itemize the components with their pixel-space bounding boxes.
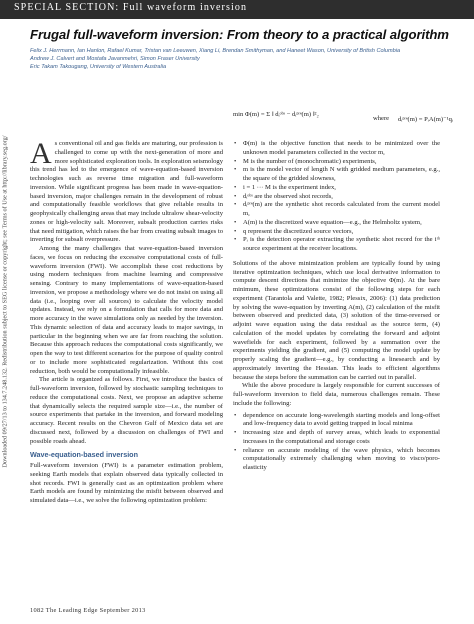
body-paragraph: Among the many challenges that wave-equation-based inversion faces, we focus on reducing the excessive computational costs of full-waveform inversion (FWI). We accomplish these cost reductions by using modern techniques from machine learning and compressive sensing. Contrary to many implementations of wave-equation-based inversion, we propose a methodology where we do not insist on using all data (i.e., looping over all sources) to calculate the velocity model updates. Instead, we rely on a formulation that calls for more data and more accuracy in the wave simulations only as needed by the inversion. This dynamic selection of data and accuracy leads to major savings, in particular in the beginning when we are far from reaching the solution. Because this approach reduces the computational costs significantly, we open the way to test different scenarios for the purpose of quality control or to include more sophisticated regularization. Without this cost reduction, both would be computationally infeasible. bbox=[30, 245, 223, 375]
section-banner bbox=[0, 0, 474, 19]
definition-item: • i = 1 ··· M is the experiment index, bbox=[233, 184, 440, 193]
definition-item: • dᵢᵖʳᵉ(m) are the synthetic shot records calculated from the current model m, bbox=[233, 201, 440, 219]
intro-text: s conventional oil and gas fields are maturing, our profession is challenged to come up with the next-generation of more and more sophisticated exploration tools. In exploration seismology this trend has led to the emergence of wave-equation-based inversion technologies such as reverse time migration and full-waveform inversion. While significant progress has been made in wave-equation-based inversion, major challenges remain in the development of robust and computationally feasible workflows that give reliable results in geophysically challenging areas that may include ultralow shear-velocity zones or high-velocity salt. Moreover, subsalt production carries risks that need mitigation, which raises the bar from creating subsalt images to inverting for subsalt overpressure. bbox=[30, 140, 223, 244]
section-banner-label: SPECIAL SECTION: Full waveform inversion bbox=[14, 2, 248, 13]
download-notice: Downloaded 09/27/13 to 134.7.248.132. Redistribution subject to SEG license or copyright; see Terms of Use at http://library.seg.org/ bbox=[1, 135, 9, 468]
intro-paragraph bbox=[30, 137, 223, 245]
definition-item: • q represent the discretized source vectors, bbox=[233, 228, 440, 237]
author-line: Andrew J. Calvert and Mostafa Javanmehri, Simon Fraser University bbox=[30, 55, 200, 62]
objective-equation bbox=[233, 111, 463, 123]
definition-item: • m is the model vector of length N with gridded medium parameters, e.g., the square of the gridded slowness, bbox=[233, 166, 440, 184]
body-paragraph: While the above procedure is largely responsible for current successes of full-waveform inversion to field data, numerous challenges remain. These include the following: bbox=[233, 382, 440, 407]
definition-item: • dᵢᵒᵇˢ are the observed shot records, bbox=[233, 193, 440, 202]
body-paragraph: Solutions of the above minimization problem are typically found by using iterative optimization techniques, which use local derivative information to compute descent directions that minimize the objective Φ(m). At the bare minimum, these optimizations consist of the following steps for each experiment (Tarantola and Valette, 1982; Plessix, 2006): (1) data prediction by solving the wave-equation by inverting A(m), (2) calculation of the misfit between observed and predicted data, (3) solution of the time-reversed or adjoint wave equation using the data residual as the source term, (4) calculation of the model updates by correlating the forward and adjoint wavefields for each experiment, followed by a summation over the experiments yielding the gradient, and (5) computing the model update by properly scaling the gradient—e.g., by conducting a linesearch and by approximately inverting the Hessian. This leads to efficient algorithms because the steps before the summation can be carried out in parallel. bbox=[233, 259, 440, 381]
definition-item: • Φ(m) is the objective function that needs to be minimized over the unknown model parameters collected in the vector m, bbox=[233, 140, 440, 158]
definition-item: • M is the number of (monochromatic) experiments, bbox=[233, 158, 440, 167]
right-column bbox=[233, 140, 440, 473]
definition-list bbox=[233, 140, 440, 254]
author-line: Eric Takam Takougang, University of Western Australia bbox=[30, 63, 167, 70]
challenge-list bbox=[233, 412, 440, 473]
page-footer: 1082 The Leading Edge September 2013 bbox=[30, 607, 146, 614]
equation-rhs: dᵢᵖʳᵉ(m) = PᵢA(m)⁻¹qᵢ bbox=[398, 116, 453, 123]
article-title: Frugal full-waveform inversion: From theory to a practical algorithm bbox=[30, 27, 449, 42]
definition-item: • Pᵢ is the detection operator extracting the synthetic shot record for the iᵗʰ source experiment at the receiver locations. bbox=[233, 236, 440, 254]
left-column bbox=[30, 137, 223, 506]
equation-lhs: min Φ(m) = Σ ‖ dᵢᵒᵇˢ − dᵢᵖʳᵉ(m) ‖²₂ bbox=[233, 111, 319, 118]
challenge-item: • dependence on accurate long-wavelength starting models and long-offset and low-frequency data to avoid getting trapped in local minima bbox=[233, 412, 440, 430]
challenge-item: • increasing size and depth of survey areas, which leads to exponential increases in the computational and storage costs bbox=[233, 429, 440, 447]
body-paragraph: Full-waveform inversion (FWI) is a parameter estimation problem, seeking Earth models that explain observed data typically collected in shot records. FWI is generally cast as an optimization problem where Earth models are found by minimizing the misfit between observed and simulated data—i.e., we solve the following optimization problem: bbox=[30, 462, 223, 504]
definition-item: • A(m) is the discretized wave equation—e.g., the Helmholtz system, bbox=[233, 219, 440, 228]
challenge-item: • reliance on accurate modeling of the wave physics, which becomes computationally extremely challenging when moving to visco/poro-elasticity bbox=[233, 447, 440, 473]
author-line: Felix J. Herrmann, Ian Hanlon, Rafael Kumar, Tristan van Leeuwen, Xiang Li, Brendan Smithyman, and Haneet Wason, University of British Columbia bbox=[30, 48, 401, 54]
drop-cap: A bbox=[30, 137, 52, 170]
body-paragraph: The article is organized as follows. First, we introduce the basics of full-waveform inversion, followed by stochastic sampling techniques to reduce the computational costs. Next, we propose an adaptive scheme that dynamically selects the required sample size—i.e., the number of source experiments that partake in the inversion, and forward modeling accuracy. Recent results on the Chevron Gulf of Mexico data set are discussed next, followed by a discussion on challenges of FWI and possible roads ahead. bbox=[30, 376, 223, 445]
section-heading: Wave-equation-based inversion bbox=[30, 450, 138, 460]
equation-where: where bbox=[373, 115, 390, 122]
author-list bbox=[30, 48, 460, 71]
